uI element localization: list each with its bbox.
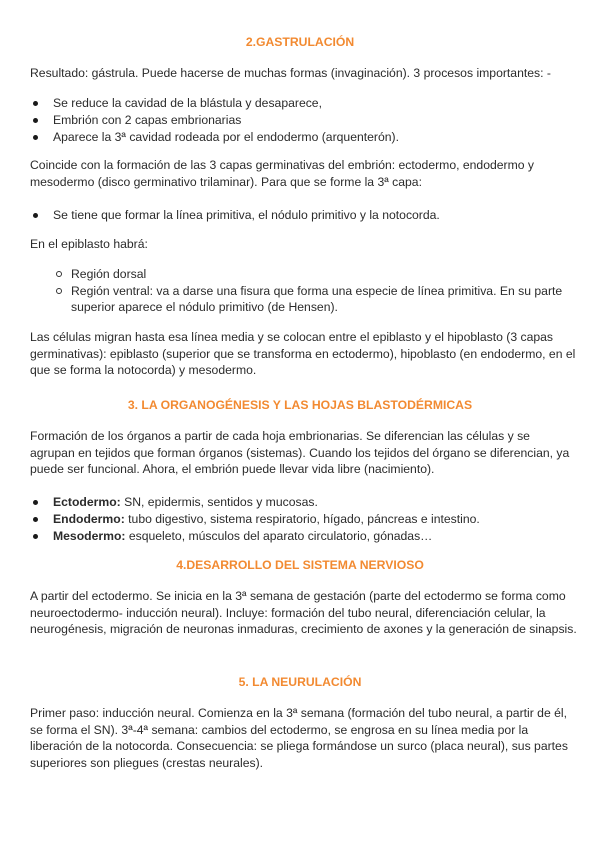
gastrulacion-list bbox=[30, 95, 578, 145]
bullet-icon bbox=[33, 534, 38, 539]
heading-organogenesis: 3. LA ORGANOGÉNESIS Y LAS HOJAS BLASTODÉRMICAS bbox=[127, 398, 473, 412]
list-item: Región ventral: va a darse una fisura que forma una especie de línea primitiva. En su parte superior aparece el nódulo primitivo (de Hensen). bbox=[55, 283, 578, 316]
circle-bullet-icon bbox=[56, 288, 62, 294]
list-item: Embrión con 2 capas embrionarias bbox=[30, 112, 578, 129]
sistema-nervioso-paragraph: A partir del ectodermo. Se inicia en la 3ª semana de gestación (parte del ectodermo se forma como neuroectodermo- inducción neural). Incluye: formación del tubo neural, diferenciación celular, la neurogénesis, migración de neuronas inmaduras, crecimiento de axones y la generación de sinapsis. bbox=[30, 589, 577, 637]
organogenesis-intro: Formación de los órganos a partir de cada hoja embrionarias. Se diferencian las células y se agrupan en tejidos que forman órganos (sistemas). Cuando los tejidos del órgano se diferencian, ya puede ser funcional. Ahora, el embrión puede llevar vida libre (nacimiento). bbox=[30, 429, 570, 477]
circle-bullet-icon bbox=[56, 271, 62, 277]
bullet-icon bbox=[33, 500, 38, 505]
list-item: Aparece la 3ª cavidad rodeada por el endodermo (arquenterón). bbox=[30, 129, 578, 146]
gastrulacion-coincide: Coincide con la formación de las 3 capas germinativas del embrión: ectodermo, endodermo y mesodermo (disco germinativo trilaminar). Para que se forme la 3ª capa: bbox=[30, 158, 535, 189]
list-item: Mesodermo: esqueleto, músculos del aparato circulatorio, gónadas… bbox=[30, 528, 578, 545]
list-item: Región dorsal bbox=[55, 266, 578, 283]
list-item: Se tiene que formar la línea primitiva, el nódulo primitivo y la notocorda. bbox=[30, 207, 578, 224]
heading-gastrulacion: 2.GASTRULACIÓN bbox=[245, 35, 355, 49]
bullet-icon bbox=[33, 517, 38, 522]
heading-neurulacion: 5. LA NEURULACIÓN bbox=[238, 675, 362, 689]
linea-primitiva-list bbox=[30, 207, 578, 224]
bullet-icon bbox=[33, 101, 38, 106]
epiblasto-sublist bbox=[55, 266, 578, 316]
bullet-icon bbox=[33, 213, 38, 218]
list-item: Se reduce la cavidad de la blástula y desaparece, bbox=[30, 95, 578, 112]
hojas-list bbox=[30, 494, 578, 544]
celulas-paragraph: Las células migran hasta esa línea media y se colocan entre el epiblasto y el hipoblasto (3 capas germinativas): epiblasto (superior que se transforma en ectodermo), hipoblasto (en endodermo, en el que se forma la notocorda) y mesodermo. bbox=[30, 330, 576, 378]
list-item: Endodermo: tubo digestivo, sistema respiratorio, hígado, páncreas e intestino. bbox=[30, 511, 578, 528]
bullet-icon bbox=[33, 118, 38, 123]
epiblasto-text: En el epiblasto habrá: bbox=[30, 237, 148, 251]
neurulacion-paragraph: Primer paso: inducción neural. Comienza en la 3ª semana (formación del tubo neural, a partir de él, se forma el SN). 3ª-4ª semana: cambios del ectodermo, se engrosa en su línea media por la liberación de la notocorda. Consecuencia: se pliega formándose un surco (placa neural), sus partes superiores son pliegues (crestas neurales). bbox=[30, 706, 568, 770]
heading-sistema-nervioso: 4.DESARROLLO DEL SISTEMA NERVIOSO bbox=[176, 558, 424, 572]
gastrulacion-intro: Resultado: gástrula. Puede hacerse de muchas formas (invaginación). 3 procesos importantes: - bbox=[30, 66, 551, 80]
list-item: Ectodermo: SN, epidermis, sentidos y mucosas. bbox=[30, 494, 578, 511]
bullet-icon bbox=[33, 135, 38, 140]
